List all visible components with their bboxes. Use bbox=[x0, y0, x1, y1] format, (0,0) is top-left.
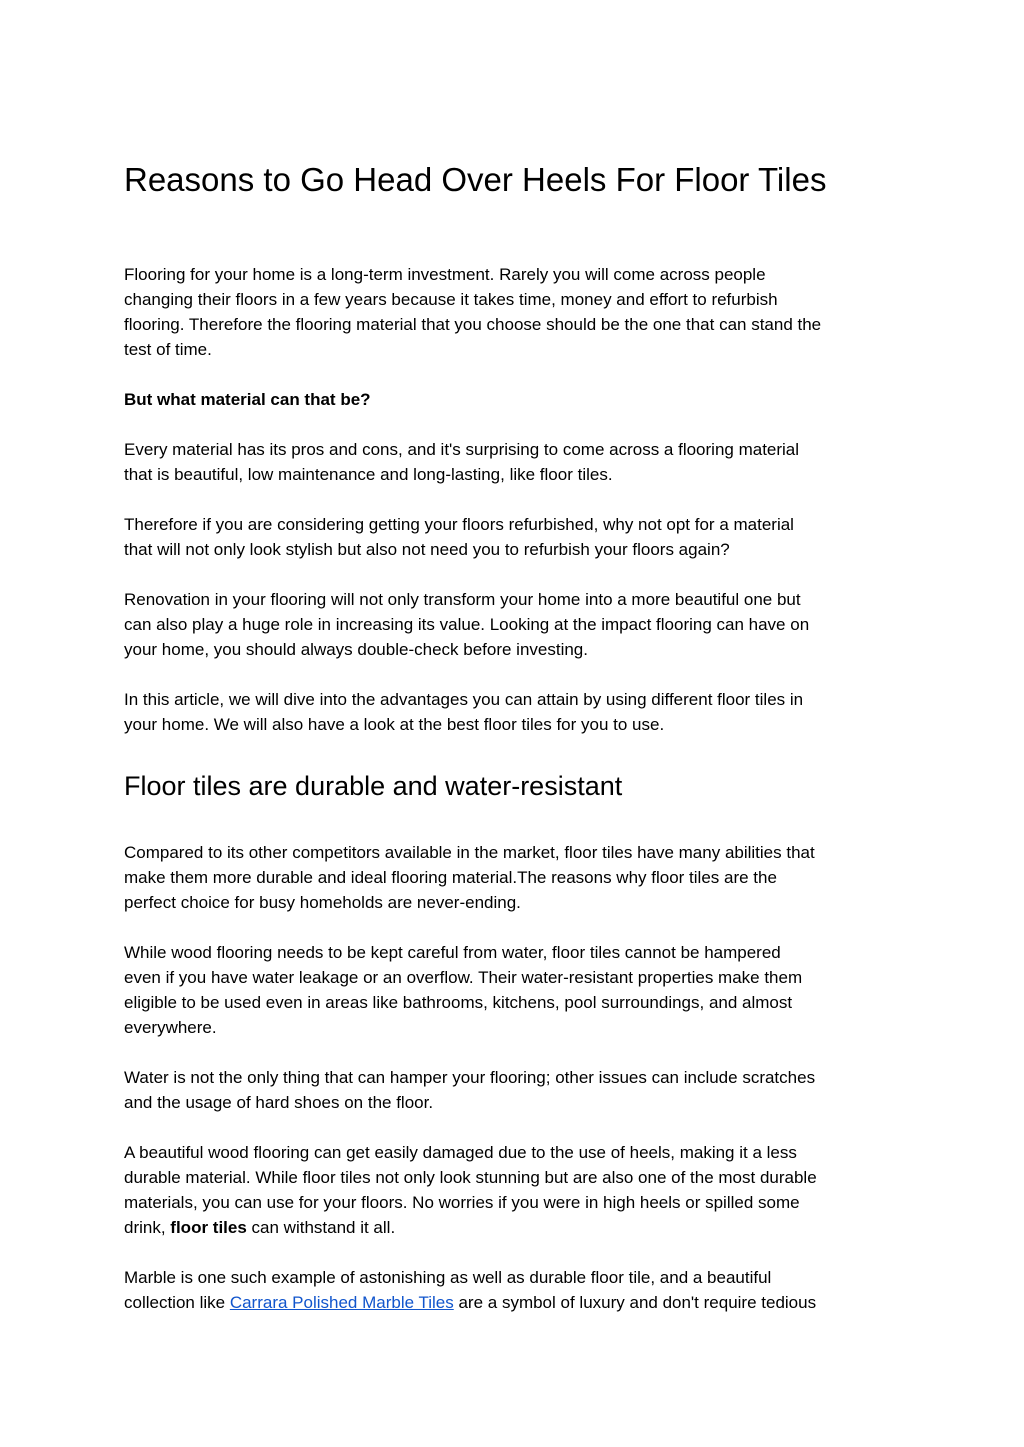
text-line: test of time. bbox=[124, 340, 212, 359]
text-fragment: collection like bbox=[124, 1293, 230, 1312]
floor-tiles-bold: floor tiles bbox=[170, 1218, 247, 1237]
text-line: Therefore if you are considering getting your floors refurbished, why not opt for a material bbox=[124, 515, 794, 534]
text-line: flooring. Therefore the flooring material that you choose should be the one that can stand the bbox=[124, 315, 822, 334]
text-line: and the usage of hard shoes on the floor. bbox=[124, 1093, 434, 1112]
marble-paragraph bbox=[124, 1265, 914, 1315]
therefore-paragraph bbox=[124, 512, 914, 562]
article-intro-paragraph bbox=[124, 687, 914, 737]
text-line: even if you have water leakage or an overflow. Their water-resistant properties make them bbox=[124, 968, 803, 987]
every-material-paragraph bbox=[124, 437, 914, 487]
text-line: But what material can that be? bbox=[124, 390, 371, 409]
water-paragraph bbox=[124, 1065, 914, 1115]
text-fragment: drink, bbox=[124, 1218, 171, 1237]
text-line: that is beautiful, low maintenance and long-lasting, like floor tiles. bbox=[124, 465, 613, 484]
text-fragment: can withstand it all. bbox=[246, 1218, 396, 1237]
text-line: your home. We will also have a look at the best floor tiles for you to use. bbox=[124, 715, 665, 734]
text-line: can also play a huge role in increasing its value. Looking at the impact flooring can have on bbox=[124, 615, 810, 634]
question-heading bbox=[124, 387, 914, 412]
text-line: everywhere. bbox=[124, 1018, 217, 1037]
text-line: Marble is one such example of astonishing as well as durable floor tile, and a beautiful bbox=[124, 1268, 772, 1287]
text-line: Every material has its pros and cons, and it's surprising to come across a flooring material bbox=[124, 440, 800, 459]
text-line: changing their floors in a few years because it takes time, money and effort to refurbish bbox=[124, 290, 778, 309]
text-line: While wood flooring needs to be kept careful from water, floor tiles cannot be hampered bbox=[124, 943, 781, 962]
text-line: Water is not the only thing that can hamper your flooring; other issues can include scratches bbox=[124, 1068, 816, 1087]
text-line: durable material. While floor tiles not only look stunning but are also one of the most durable bbox=[124, 1168, 817, 1187]
text-line bbox=[124, 1290, 914, 1315]
text-line: Flooring for your home is a long-term investment. Rarely you will come across people bbox=[124, 265, 766, 284]
text-line: that will not only look stylish but also not need you to refurbish your floors again? bbox=[124, 540, 730, 559]
text-line: Compared to its other competitors available in the market, floor tiles have many abilities that bbox=[124, 843, 815, 862]
text-fragment: are a symbol of luxury and don't require tedious bbox=[453, 1293, 817, 1312]
page-title: Reasons to Go Head Over Heels For Floor Tiles bbox=[124, 161, 827, 198]
text-line: your home, you should always double-check before investing. bbox=[124, 640, 588, 659]
text-line: Renovation in your flooring will not only transform your home into a more beautiful one but bbox=[124, 590, 801, 609]
text-line: materials, you can use for your floors. No worries if you were in high heels or spilled some bbox=[124, 1193, 800, 1212]
beautiful-wood-paragraph bbox=[124, 1140, 914, 1240]
renovation-paragraph bbox=[124, 587, 914, 662]
intro-paragraph bbox=[124, 262, 914, 362]
text-line: In this article, we will dive into the advantages you can attain by using different floor tiles in bbox=[124, 690, 804, 709]
carrara-marble-tiles-link[interactable]: Carrara Polished Marble Tiles bbox=[229, 1293, 454, 1312]
text-line: eligible to be used even in areas like bathrooms, kitchens, pool surroundings, and almost bbox=[124, 993, 793, 1012]
text-line: perfect choice for busy homeholds are never-ending. bbox=[124, 893, 521, 912]
section-heading: Floor tiles are durable and water-resistant bbox=[124, 771, 623, 801]
compared-paragraph bbox=[124, 840, 914, 915]
text-line: make them more durable and ideal flooring material.The reasons why floor tiles are the bbox=[124, 868, 777, 887]
wood-flooring-paragraph bbox=[124, 940, 914, 1040]
text-line: A beautiful wood flooring can get easily damaged due to the use of heels, making it a less bbox=[124, 1143, 797, 1162]
text-line bbox=[124, 1215, 914, 1240]
